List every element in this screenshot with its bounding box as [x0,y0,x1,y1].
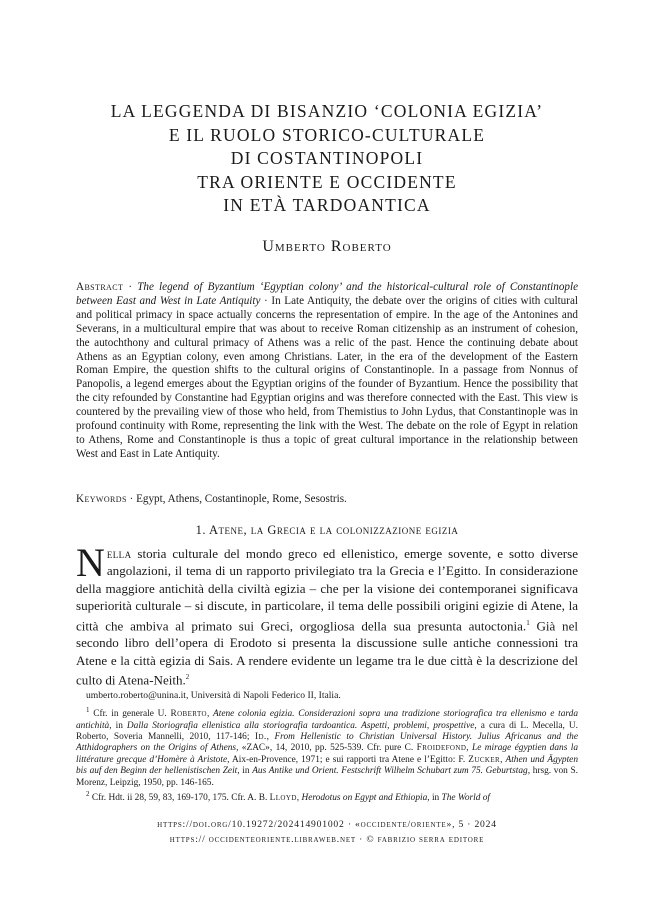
footnotes [76,705,578,805]
body-lead-word: ella [106,546,132,561]
copyright-notice [570,210,592,682]
keywords-separator: · [126,493,137,505]
article-title [76,100,578,218]
footnote-author: Froidefond [416,743,467,754]
keywords-text: Egypt, Athens, Costantinople, Rome, Sesostris. [136,493,347,505]
page-footer [76,817,578,847]
footnote-author: Id. [254,732,267,743]
footnote-text: , «ZAC», 14, 2010, pp. 525-539. Cfr. pure C. [236,743,417,754]
footnote-author: Roberto [170,709,207,720]
body-text [76,540,578,689]
footnote-work-title: Herodotus on Egypt and Ethiopia [301,793,428,804]
drop-cap: N [76,540,105,585]
keywords-label: Keywords [76,493,127,505]
footnote-work-title: The World of [441,793,491,804]
footnote-text: , Aix-en-Provence, 1971; e sui rapporti tra Atene e l’Egitto: F. [227,754,469,765]
keywords [76,493,578,507]
section-heading: 1. Atene, la Grecia e la colonizzazione egizia [195,523,459,537]
footnote-text: , in [237,766,253,777]
footnote-text: , a cura di L. Mecella, U. Roberto, Soveria Mannelli, 2010, 117-146; [76,720,578,743]
footnote-work-title: Atene colonia egizia. Considerazioni sopra una tradizione storiografica tra ellenismo e tarda antichità [76,709,578,731]
footnote-work-title: Dalla Storiografia ellenistica alla storiografia tardoantica. Aspetti, problemi, prospettive [126,720,475,731]
footnote [76,705,578,789]
footnote-author: Zucker [468,754,501,765]
footnote-text: , [296,793,302,804]
footnote-text: , in [427,793,442,804]
abstract-text: In Late Antiquity, the debate over the origins of cities with cultural and political primacy in space actually concerns the representation of empire. In the age of the Antonines and Severans, in a multicultural empire that was about to receive Roman citizenship as an instrument of cohesion, the autochthony and cultural primacy of Athens was a relic of the past. Hence the continuing debate about Athens as an Egyptian colony, even among Christians. Later, in the era of the development of the Eastern Roman Empire, the question shifts to the cultural origins of Constantinople. In a passage from Nonnus of Panopolis, a legend emerges about the Egyptian origins of the founder of Byzantium. Hence the possibility that the city refounded by Constantine had Egyptian origins and was therefore connected with the East. This view is countered by the prevailing view of those who held, from Themistius to John Lydus, that Constantinople was in profound continuity with Rome, representing the link with the West. The debate on the role of Egypt in relation to Athens, Rome and Constantinople is thus a topic of great cultural importance in the relationship between West and East in Late Antiquity. [76,294,578,460]
abstract [76,281,578,462]
body-paragraph-part: storia culturale del mondo greco ed ellenistico, emerge sovente, e sotto diverse angolazioni, il tema di un rapporto privilegiato tra la Grecia e l’Egitto. In considerazione della maggiore antichità della civiltà egizia – che per la visione dei contemporanei significava superiorità culturale – si discute, in particolare, il tema delle possibili origini egizie di Atene, la città che ambiva al primato sui Greci, orgogliosa della sua presunta autoctonia. [76,546,578,633]
title-line: IN ETÀ TARDOANTICA [223,195,431,215]
footnote-number: 2 [86,790,90,799]
author-name: Umberto Roberto [262,238,392,255]
publisher-line[interactable]: https:// occidenteoriente.libraweb.net · © fabrizio serra editore [169,834,485,845]
author-affiliation: umberto.roberto@unina.it, Università di Napoli Federico II, Italia. [86,690,341,701]
title-line: DI COSTANTINOPOLI [230,148,424,168]
abstract-english-title: The legend of Byzantium ‘Egyptian colony’ and the historical-cultural role of Constantinople between East and West in Late Antiquity [76,281,579,307]
footnote-text: , [466,743,473,754]
footnote-text: Cfr. in generale U. [89,709,171,720]
footnote [76,789,578,805]
footnote-work-title: Le mirage égyptien dans la littérature grecque d’Homère à Aristote [76,743,578,765]
footnote-number: 1 [86,706,90,714]
footnote-ref[interactable]: 2 [185,673,190,682]
footnote-text: , [206,709,214,720]
footnote-text: , [500,754,506,765]
abstract-separator: · [260,294,272,307]
footnote-work-title: Athen und Ägypten bis auf den Beginn der hellenistischen Zeit [76,754,579,777]
footnote-work-title: From Hellenistic to Christian Universal History. Julius Africanus and the Atthidographers on the Origins of Athens [76,732,578,754]
footnote-text: , [266,732,275,743]
title-line: E IL RUOLO STORICO-CULTURALE [168,124,486,145]
footnote-work-title: Aus Antike und Orient. Festschrift Wilhelm Schubart zum 75. Geburtstag [252,766,528,777]
footnote-text: , hrsg. von S. Morenz, Leipzig, 1950, pp. 146-165. [76,766,578,788]
title-line: LA LEGGENDA DI BISANZIO ‘COLONIA EGIZIA’ [110,101,544,121]
footnote-text: Cfr. Hdt. ii 28, 59, 83, 169-170, 175. Cfr. A. B. [89,793,270,804]
title-line: TRA ORIENTE E OCCIDENTE [197,171,457,192]
footnote-text: , in [109,720,127,731]
doi-line[interactable]: https://doi.org/10.19272/202414901002 · «occidente/oriente», 5 · 2024 [157,819,497,830]
abstract-separator: · [123,281,138,293]
body-paragraph-part: Già nel secondo libro dell’opera di Erodoto si presenta la discussione sulle antiche connessioni tra Atene e la città egizia di Sais. A rendere evidente un legame tra le due città è la descrizione del culto di Atena-Neith. [76,617,578,688]
footnote-ref[interactable]: 1 [526,618,530,627]
footnote-author: Lloyd [269,793,297,804]
abstract-label: Abstract [76,281,124,293]
